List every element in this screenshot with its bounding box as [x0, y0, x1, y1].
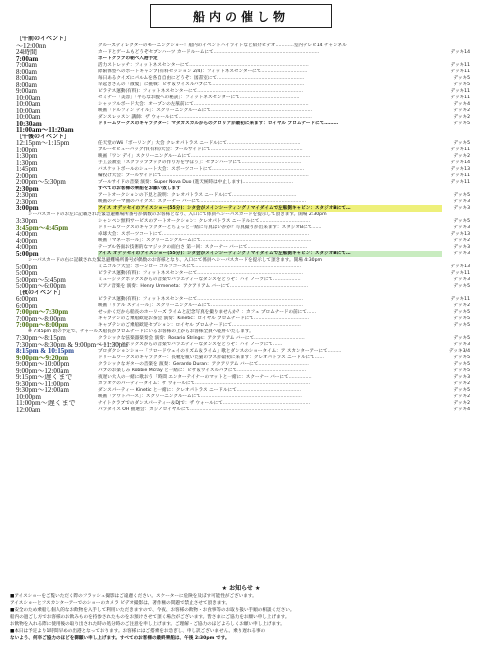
notice-text: アイスショーとフスカンターアーでのショーのカメラ ビデオ撮影は、著作権の問題で禁止させて頂きます。 — [10, 601, 231, 606]
notice-text: ■安全のため乗船し個人的なお飲物を入手して利用いただきますので、今夜、お客様の飲物・お食事等のお取り扱い手順の相談ください。 — [10, 608, 295, 613]
event-time: 7:00am — [16, 55, 39, 62]
event-time: 9:00pm～9:20pm — [16, 354, 69, 361]
event-description: 夜遅い大人の一緒に歌おう「時間 エンターテイナーのマットと一緒に：スクーナー バーにて…………… — [98, 374, 312, 380]
event-time: 10:00am — [16, 101, 41, 108]
event-description: カードとゲームもどうぞセブンハーツ カードルームにて…………………………………………………………… — [98, 49, 320, 55]
event-venue-deck: デッキ13 — [450, 231, 470, 237]
event-description: ナイトクラブでのダンスパーティー＆DJで：ザ ウォールにて………………………………………………… — [98, 400, 311, 406]
event-venue-deck: デッキ5 — [453, 316, 470, 321]
note-text: シーパスカードのお左に記載された緊急避難場所番号が偶数のお客様となり、入口にて係員へシーパスカードを提示して頂きます。開場 2:30pm — [28, 212, 327, 217]
notice-text: お飲物を入れる際に使用後の取り出された時の処分時のご注意を申し上げます。ご理解・ご協力のほどよろしくお願い申し上げます。 — [10, 622, 285, 627]
notice-line — [10, 614, 472, 621]
event-description: アートオークションの下見と説明：クレオパトラス ニードルにて…………………………………… — [98, 192, 297, 198]
event-description: 映画「アウトバース」：スクリーニングルームにて………………………………………………………… — [98, 394, 302, 399]
event-time: 3:30pm — [16, 218, 38, 225]
event-venue-deck: デッキ3 — [453, 199, 470, 204]
event-description: 輪投げ大会：プールサイドにて…………………………………………………………………………………… — [98, 173, 309, 178]
event-description: キャプテンのご乗船歓迎セプション：ロイヤル プロムナードにて……………………………………… — [98, 322, 301, 328]
notice-text: ■本日は予定より1時間早めの出港となっております。お客様にはご搭乗をお急ぎし、申し訳ございません。乗り遅れる事の — [10, 629, 266, 634]
event-venue-deck: デッキ3 — [453, 251, 470, 256]
event-description: 手工芸教室「スクラップブックの作り方を学ぼう」：セブンハーツにて………………………………… — [98, 160, 302, 165]
event-time: 8:15pm & 10:15pm — [16, 348, 74, 355]
event-description: 映画「ドルフィン テイル」：スクリーニングルームにて………………………………………………………… — [98, 108, 313, 113]
event-venue-deck: デッキ5 — [453, 121, 470, 126]
event-description: 映画「リアル スティール」：スクリーニングルームにて…………………………………………………… — [98, 303, 303, 308]
event-description: キャプテンのご乗船歓迎お茶会 演奏：Kinetic：ロイヤル プロムナードにて……………………………… — [98, 316, 309, 321]
event-time: 6:00pm — [16, 296, 38, 303]
event-description: クラシックなギターの音楽を 演奏：Gerardo Duran：アクアリアム バーにて…………………………… — [98, 361, 309, 367]
event-venue-deck: デッキ5 — [453, 309, 470, 315]
event-description: 卓球大会：スポーツコートにて…………………………………………………………………………………… — [98, 231, 310, 237]
event-venue-deck: デッキ3 — [453, 277, 470, 282]
event-venue-deck: デッキ2 — [453, 381, 470, 386]
event-venue-deck: デッキ14 — [450, 160, 470, 165]
event-description: テーブル各面お技術的なマジックの面白さ 第一回：スクーナー バーにて………………………………… — [98, 244, 308, 250]
event-time: 9:30pm～11:00pm — [16, 380, 70, 387]
event-list — [10, 36, 472, 413]
event-description: プロダクションショー「フロードウェイのリズム＆ライム」歌とダンスのショータイム：ア スカンターアーにて……… — [98, 348, 342, 354]
event-venue-deck: デッキ11 — [450, 69, 470, 74]
event-venue-deck: デッキ11 — [450, 62, 470, 68]
event-description: ドリームワークスのキャラクター：長靴を履いた猫のプスが最初に来ます：クレオパトラス ニードルにて…… — [98, 355, 324, 360]
event-time: 2:30pm — [16, 198, 38, 205]
notice-text: ないよう、何卒ご協力のほどを御願い申し上げます。すべてのお客様の最終乗船は、午後 2:30pm です。 — [10, 636, 230, 641]
event-time: ～12:00nn — [16, 42, 46, 49]
event-description: 映画のテーマ曲のバイクス：スクーナー バーにて…………………………………………………………… — [98, 199, 307, 204]
notices-title: ★ お知らせ ★ — [221, 585, 261, 592]
event-time: 1:00pm — [16, 146, 38, 153]
event-venue-deck: デッキ2 — [453, 303, 470, 308]
event-description: セミナー「美容」「平らなお腹への秘訣」：フィットネスセンターにて………………………………… — [98, 95, 300, 100]
event-venue-deck: デッキ3/4 — [448, 348, 470, 354]
event-venue-deck: デッキ5 — [453, 368, 470, 373]
event-time: 2:30pm — [16, 192, 38, 199]
event-description: 早起きさんの「散髪」に挑戦：ピザ＆ウイスルバブにて…………………………………………………… — [98, 82, 305, 87]
section-label: ［午後のイベント］ — [16, 133, 71, 140]
event-venue-deck: デッキ2 — [453, 400, 470, 406]
event-venue-deck: デッキ5 — [453, 355, 470, 360]
event-venue-deck: デッキ3 — [453, 342, 470, 347]
event-time: 5:00pm～6:00pm — [16, 283, 66, 290]
event-time: 10:00am — [16, 114, 41, 121]
event-venue-deck: デッキ5 — [453, 82, 470, 87]
event-venue-deck: デッキ4 — [453, 101, 470, 107]
event-description: アイス オデッセイのアイスショー(55分)：シタ会がメインシーティング / マイダイムで左舷側キャビン：スタジオBにて… — [98, 205, 442, 212]
event-venue-deck: デッキ5 — [453, 192, 470, 198]
event-time: 5:00pm — [16, 263, 38, 270]
event-time: 24時間 — [16, 49, 37, 56]
event-venue-deck: デッキ5 — [453, 361, 470, 367]
event-description: 映画「マネーボール」：スクリーニングルームにて……………………………………………………………… — [98, 238, 312, 243]
event-time: 8:00am — [16, 81, 37, 88]
event-venue-deck: デッキ2 — [453, 108, 470, 113]
notice-text: 船内の過ごし方でお客様のお飲みものを持参されたものをお預けさせて頂く場合がございます。皆さまにご協力をお願い申し上げます。 — [10, 615, 290, 620]
notice-text: ■アイスショーをご覧いただく際のフラッシュ撮影はご遠慮ください。スケーターに危険を及ぼす可能性がございます。 — [10, 594, 257, 599]
event-time: 1:30pm — [16, 153, 38, 160]
event-time: 3:00pm — [16, 205, 39, 212]
event-time: 7:00pm～8:00pm — [16, 315, 66, 322]
event-description: ドリームワークスのキャラクターとちょっと一緒に写真はいかが？写真撮りが出来ます：スタジオBにて…… — [98, 225, 322, 230]
event-time: 7:00am — [16, 62, 37, 69]
event-time: 8:00am — [16, 75, 37, 82]
event-time: 11:00am～11:20am — [16, 127, 74, 134]
event-time: 7:30pm～8:30pm & 9:00pm～11:30pm — [16, 341, 128, 348]
event-time: 10:30am — [16, 120, 42, 127]
event-time: 10:00am — [16, 94, 41, 101]
notice-line — [10, 593, 472, 600]
event-time: 10:00am — [16, 107, 41, 114]
event-venue-deck: デッキ5 — [453, 387, 470, 393]
event-description: ミュージックボックスからの音楽でバラエティーなダンスをどうぞ：ハイ ノーツにて…… — [98, 342, 283, 347]
event-description: クルーズディレクターのモーニングショー！船内のイベントハイライトなど紹介ビデオ…………室内テレビ14 チャンネル — [98, 43, 347, 48]
notice-line — [10, 621, 472, 628]
event-description: アイス オデッセイのアイスショー(55分)：シタ会がメインシーティング / マイダイムで左舷側キャビン：スタジオBにて… — [98, 251, 442, 258]
event-description: ダンスレッスン 講師：ザ ウォールにて…………………………………………………………………………… — [98, 114, 312, 120]
event-venue-deck: デッキ11 — [450, 173, 470, 178]
event-description: ピラテス運動(有料)：フィットネスセンターにて…………………………………………………………… — [98, 296, 303, 302]
event-time: 2:30pm — [16, 185, 39, 192]
notice-line — [10, 607, 472, 614]
event-venue-deck: デッキ11 — [450, 95, 470, 100]
section-label: ［午前のイベント］ — [16, 36, 71, 42]
event-time: 5:00pm — [16, 270, 38, 277]
event-venue-deck: デッキ5 — [453, 335, 470, 341]
event-venue-deck: デッキ2 — [453, 153, 470, 159]
event-description: プールサイドの音楽 演奏：Super Nova Duo (進天候時は中止します)…………………………… — [98, 179, 293, 185]
event-venue-deck: デッキ5 — [453, 140, 470, 146]
event-venue-deck: デッキ3 — [453, 205, 470, 211]
event-time: 12:15pm～1:15pm — [16, 140, 70, 147]
event-description: ボートクラブの朝べ入港予定 — [98, 56, 158, 61]
event-description: ブルーゼビューバッグ作(有料)大会：ブールサイドにて…………………………………………………… — [98, 147, 303, 152]
event-description: ピアノ音楽を 演奏：Henry Urmeneta：アクアリアム バーにて…………………………………………… — [98, 283, 308, 289]
event-time: 11:00pm～遅くまで — [16, 400, 76, 407]
notices — [10, 583, 472, 642]
event-venue-deck: デッキ5 — [453, 283, 470, 289]
event-time: 5:00pm — [16, 250, 39, 257]
event-venue-deck: デッキ3 — [453, 244, 470, 250]
event-time: 4:00pm — [16, 237, 38, 244]
event-description: ドリームワークスのキャラクター：マダガスカルからのグロリアが最初に来ます：ロイヤル プロムナードにて……… — [98, 121, 339, 126]
event-description: 際限体型へのボートキャンプ(有料セッション 2/4)：フィットネスセンターにて………………………… — [98, 69, 308, 74]
event-time: 2:00pm～5:30pm — [16, 179, 66, 186]
event-venue-deck: デッキ11 — [450, 147, 470, 152]
event-time: 10:00pm — [16, 393, 41, 400]
notices-body — [10, 593, 472, 642]
event-venue-deck: デッキ13 — [450, 264, 470, 269]
event-time: 7:00pm～8:00pm — [16, 322, 69, 329]
event-time: 12:00am — [16, 406, 41, 413]
event-venue-deck: デッキ11 — [450, 179, 470, 185]
event-time: 5:00pm～5:45pm — [16, 276, 66, 283]
event-description: ダンスパーティー Kinetic と一緒に：クレオパトラス ニードルにて…………………………………… — [98, 387, 301, 393]
event-row — [10, 407, 472, 414]
event-description: すべてのお客様の乗船をお願い致します — [98, 186, 181, 191]
event-time: 8:00am — [16, 68, 37, 75]
event-venue-deck: デッキ4 — [453, 407, 470, 412]
event-time: 9:30pm～12:00am — [16, 387, 69, 394]
event-venue-deck: デッキ14 — [450, 49, 470, 55]
notice-line — [10, 635, 472, 642]
event-venue-deck: デッキ11 — [450, 296, 470, 302]
event-description: カラオケのパーティータイム：ザ ウォールにて………………………………………………………………… — [98, 381, 310, 386]
event-time: 4:00pm — [16, 231, 38, 238]
event-time: 1:45pm — [16, 166, 38, 173]
event-description: ピラテス運動(有料)：フィットネスセンターにて…………………………………………………………… — [98, 270, 303, 276]
event-time: 3:45pm～4:45pm — [16, 224, 69, 231]
event-time: 7:00pm～7:30pm — [16, 309, 69, 316]
event-description: 活力ストレッチ：フィットネスセンターにて…………………………………………………………………… — [98, 62, 309, 68]
event-description: 毎日あるクイズにパルムを各自自由にどうぞ：図書室にて………………………………………………… — [98, 75, 305, 81]
event-description: バスケットボールのシュート大会：スポーツコートにて…………………………………………………… — [98, 166, 305, 172]
page-title: 船内の催し物 — [150, 4, 332, 28]
event-venue-deck: デッキ5 — [453, 322, 470, 328]
note-text: シーパスカードの右に記載された緊急避難場所番号が偶数のお客様となり、入口にて係員へシーパスカードを提示して頂きます。開場 4:30pm — [28, 257, 322, 263]
section-label: ［夜のイベント］ — [16, 289, 65, 296]
note-text: ※ 7:45pm 頃の予定で、チャールズ船長がプロムナードにいるお客様の上からお客様全員へ乾杯いたします。 — [28, 329, 254, 334]
event-time: 2:00pm — [16, 172, 38, 179]
event-time: 9:00pm～10:00pm — [16, 361, 70, 368]
event-description: パラダイス OH 抽選会：カジノロイヤルにて……………………………………………………………… — [98, 407, 301, 412]
event-description: 任天堂のWii「ボーリング」大会 クレオパトラス ニードルにて………………………………………… — [98, 140, 301, 146]
event-venue-deck: デッキ5 — [453, 75, 470, 81]
event-description: ミュージックボックスからの音楽でバラエティーなダンスをどうぞ：ハイ ノーツにて……………… — [98, 277, 301, 282]
event-description: ミニゴルフ大会：ボーンロー ゴルフコースにて…………………………………………………………… — [98, 264, 302, 269]
notice-line — [10, 600, 472, 607]
event-venue-deck: デッキ11 — [450, 88, 470, 94]
notice-line — [10, 628, 472, 635]
event-venue-deck: デッキ2 — [453, 114, 470, 120]
event-time: 4:00pm — [16, 244, 38, 251]
event-description: せっかくだから船長のホーリーズ ライムと記念写真を撮りませんか？：カフェ プロムナードの前にて…… — [98, 309, 317, 315]
event-venue-deck: デッキ3 — [453, 374, 470, 380]
event-venue-deck: デッキ2 — [453, 394, 470, 399]
event-description: クラシックな弦楽器楽奏会 演奏：Rosario Strings：アクアリアム バーにて…………………………… — [98, 335, 305, 341]
event-description: シャンペン無料サービスのアートオークション：クレオパトラス ニードルにて…………………………… — [98, 218, 310, 224]
event-venue-deck: デッキ11 — [450, 270, 470, 276]
event-description: 映画「ワン デイ」スクリーニングルームにて…………………………………………………………………… — [98, 153, 311, 159]
event-time: 9:15pm～遅くまで — [16, 374, 73, 381]
event-time: 1:30pm — [16, 159, 38, 166]
event-time: 9:00pm～12:00am — [16, 367, 69, 374]
event-description: ピラテス運動(有料)：フィットネスセンターにて…………………………………………………………… — [98, 88, 303, 94]
event-venue-deck: デッキ13 — [450, 166, 470, 172]
event-time: 9:00am — [16, 88, 37, 95]
event-description: シャッフルボード大会：オープンの左舷前にて………………………………………………………………… — [98, 101, 309, 107]
event-venue-deck: デッキ5 — [453, 218, 470, 224]
event-time: 7:30pm～8:15pm — [16, 335, 66, 342]
event-venue-deck: デッキ2 — [453, 238, 470, 243]
event-description: パブのお楽しみ Robbie Mcray と一緒に：ピザ＆ウイスルバブにて……………………………………… — [98, 368, 307, 373]
event-time: 6:00pm — [16, 302, 38, 309]
event-venue-deck: デッキ3 — [453, 225, 470, 230]
